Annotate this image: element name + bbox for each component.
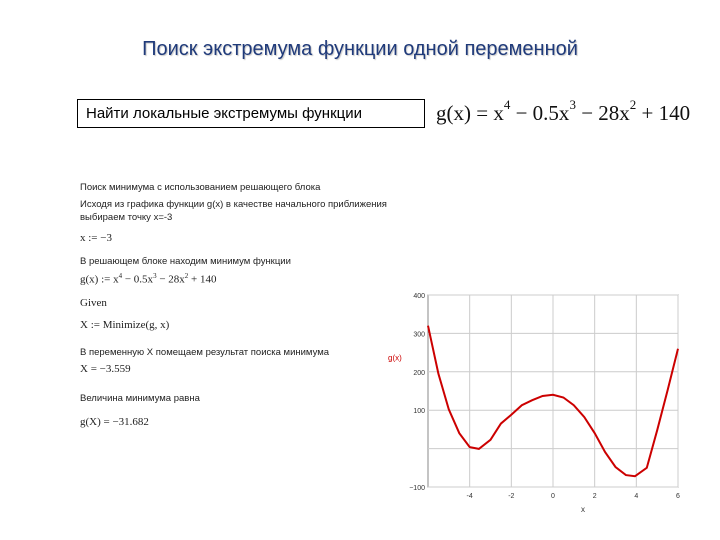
result-g: g(X) = −31.682 xyxy=(80,416,149,428)
formula-exp1: 4 xyxy=(503,97,511,112)
worksheet-line-5: В переменную X помещаем результат поиска минимума xyxy=(80,347,330,358)
function-plot xyxy=(380,283,680,518)
x-tick-label: 4 xyxy=(634,493,639,500)
gdef-d: + 140 xyxy=(188,273,217,286)
worksheet-line-6: Величина минимума равна xyxy=(80,393,200,404)
formula-exp3: 2 xyxy=(629,97,637,112)
x-tick-label: 2 xyxy=(592,493,597,500)
gdef-e2: 3 xyxy=(153,272,157,280)
y-tick-label: −100 xyxy=(409,485,425,492)
minimize-call: X := Minimize(g, x) xyxy=(80,319,170,331)
formula-exp2: 3 xyxy=(569,97,576,112)
gdef-e1: 4 xyxy=(118,272,123,280)
task-formula xyxy=(436,97,691,126)
y-tick-label: 400 xyxy=(413,293,425,300)
x-tick-label: -4 xyxy=(466,493,473,500)
gdef-e3: 2 xyxy=(184,272,189,280)
given-keyword: Given xyxy=(80,297,107,309)
gdef-formula xyxy=(80,272,217,286)
task-prompt: Найти локальные экстремумы функции xyxy=(86,105,362,122)
y-axis-label: g(x) xyxy=(388,353,402,363)
x-tick-label: 6 xyxy=(676,493,680,500)
y-tick-label: 300 xyxy=(413,331,425,339)
formula-mid: − 0.5x xyxy=(510,101,570,125)
formula-lhs: g(x) = x xyxy=(436,101,504,125)
formula-mid2: − 28x xyxy=(575,101,630,125)
x-tick-label: -2 xyxy=(508,493,515,500)
assign-x: x := −3 xyxy=(80,232,112,244)
formula-tail: + 140 xyxy=(636,101,691,125)
worksheet-line-3: выбираем точку x=-3 xyxy=(80,212,173,223)
y-tick-label: 100 xyxy=(413,408,425,416)
worksheet-line-2: Исходя из графика функции g(x) в качестве начального приближения xyxy=(80,199,387,210)
y-tick-label: 200 xyxy=(413,369,425,377)
task-prompt-box xyxy=(77,99,425,128)
slide-title: Поиск экстремума функции одной переменной xyxy=(142,38,578,60)
gdef-b: − 0.5x xyxy=(122,273,154,286)
worksheet-line-1: Поиск минимума с использованием решающего блока xyxy=(80,182,321,193)
result-x: X = −3.559 xyxy=(80,363,131,375)
gdef-c: − 28x xyxy=(156,273,185,286)
worksheet-line-4: В решающем блоке находим минимум функции xyxy=(80,256,291,267)
gdef-a: g(x) := x xyxy=(80,273,119,286)
plot-svg xyxy=(380,283,680,518)
x-tick-label: 0 xyxy=(551,493,555,500)
x-axis-label: x xyxy=(581,505,585,514)
